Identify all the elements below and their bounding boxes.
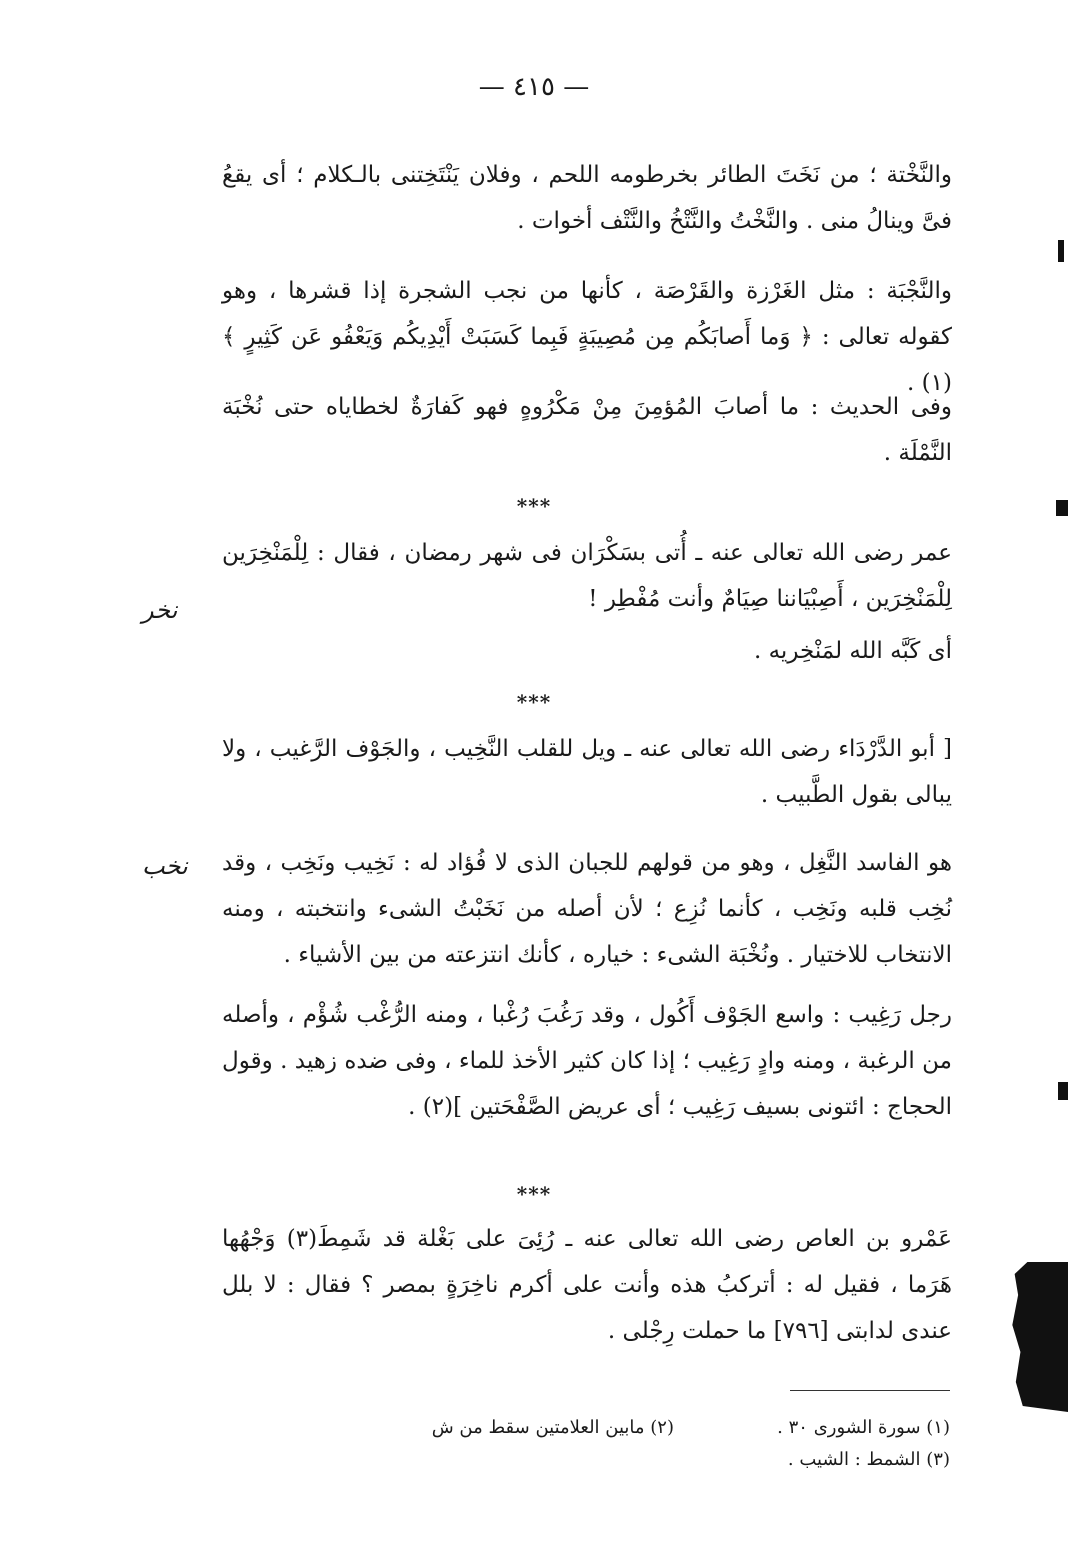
torn-page-edge (1010, 1262, 1068, 1412)
footnote-divider (790, 1390, 950, 1391)
entry-paragraph: رجل رَغِيب : واسع الجَوْف أَكُول ، وقد رَغُبَ رُغْبا ، ومنه الرُّغْب شُؤْم ، وأصله من الرغبة ، ومنه وادٍ رَغِيب ؛ إذا كان كثير الأخذ للماء ، وفى ضده زهيد . وقول الحجاج : ائتونى بسيف رَغِيب ؛ أى عريض الصَّفْحَتين ](٢) . (222, 1002, 952, 1120)
margin-root-word: نخب (142, 852, 188, 880)
scan-edge-mark (1056, 500, 1068, 516)
scan-edge-mark (1058, 240, 1064, 262)
scan-edge-mark (1058, 1082, 1068, 1100)
entry-paragraph: وفى الحديث : ما أصابَ المُؤمِنَ مِنْ مَكْرُوهٍ فهو كَفارَةٌ لخطاياه حتى نُخْبَة النَّمْلَة . (222, 394, 952, 466)
entry-paragraph: [ أبو الدَّرْدَاء رضى الله تعالى عنه ـ ويل للقلب النَّخِيب ، والجَوْف الرَّغيب ، ولا يبالى بقول الطَّبيب . (222, 736, 952, 808)
section-separator: *** (516, 1182, 552, 1206)
entry-paragraph: عمر رضى الله تعالى عنه ـ أُتى بسَكْرَان فى شهر رمضان ، فقال : لِلْمَنْخِرَين لِلْمَنْخِرَين ، أَصِبْيَاننا صِيَامٌ وأنت مُفْطِر ! (222, 540, 952, 612)
footnote: (٣) الشمط : الشيب . (787, 1449, 950, 1470)
entry-paragraph: هو الفاسد النَّغِل ، وهو من قولهم للجبان الذى لا فُؤاد له : نَخِيب ونَخِب ، وقد نُخِب قلبه ونَخِب ، كأنما نُزِع ؛ لأن أصله من نَخَبْتُ الشىء وانتخبته ، ومنه الانتخاب للاختيار . ونُخْبَة الشىء : خياره ، كأنك انتزعته من بين الأشياء . (222, 850, 952, 968)
footnote: (١) سورة الشورى ٣٠ . (777, 1417, 950, 1438)
entry-paragraph: عَمْرو بن العاص رضى الله تعالى عنه ـ رُئِىَ على بَغْلة قد شَمِطَ(٣) وَجْهُها هَرَما ، فقيل له : أتركبُ هذه وأنت على أكرم ناخِرَةٍ بمصر ؟ فقال : لا بلل عندى لدابتى [٧٩٦] ما حملت رِجْلى . (222, 1226, 952, 1344)
page-number: — ٤١٥ — (478, 72, 590, 102)
entry-paragraph: والنَّجْبَة : مثل الغَرْزة والقَرْصَة ، كأنها من نجب الشجرة إذا قشرها ، وهو كقوله تعالى : ﴿ وَما أَصابَكُم مِن مُصِيبَةٍ فَبِما كَسَبَتْ أَيْدِيكُم وَيَعْفُو عَن كَثِيرٍ ﴾(١) . (222, 278, 952, 396)
margin-root-word: نخر (142, 596, 178, 624)
entry-paragraph: أى كَبَّه الله لمَنْخِريه . (753, 638, 952, 664)
section-separator: *** (516, 494, 552, 518)
entry-paragraph: والنَّخْتة ؛ من نَخَتَ الطائر بخرطومه اللحم ، وفلان يَنْتَخِتنى بالـكلام ؛ أى يقعُ فىَّ وينالُ منى . والنَّخْتُ والنَّتْخُ والنَّتْف أخوات . (222, 162, 952, 234)
section-separator: *** (516, 690, 552, 714)
footnote: (٢) مابين العلامتين سقط من ش (431, 1417, 674, 1438)
